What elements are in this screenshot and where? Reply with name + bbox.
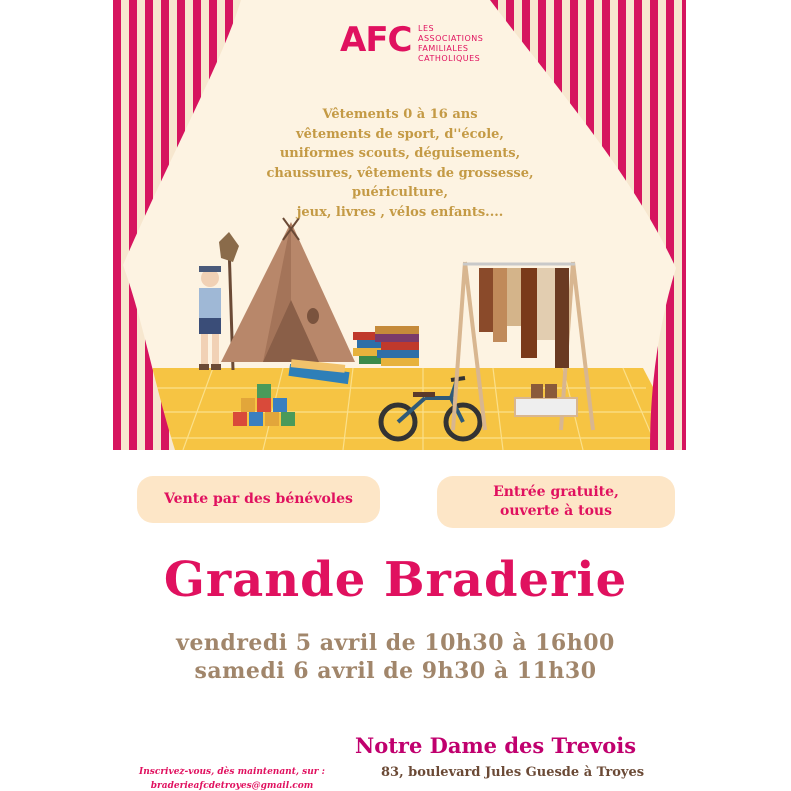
curtain-left bbox=[113, 0, 243, 450]
free-entry-line2: ouverte à tous bbox=[500, 503, 612, 519]
afc-logo bbox=[340, 20, 500, 63]
items-line: chaussures, vêtements de grossesse, bbox=[266, 165, 534, 181]
signup-info bbox=[127, 765, 337, 791]
items-line: puériculture, bbox=[351, 185, 448, 200]
venue-name: Notre Dame des Trevois bbox=[355, 733, 637, 758]
signup-email[interactable]: braderieafcdetroyes@gmail.com bbox=[150, 781, 314, 791]
event-title: Grande Braderie bbox=[163, 552, 628, 608]
volunteers-label: Vente par des bénévoles bbox=[164, 491, 353, 507]
items-line: vêtements de sport, d''école, bbox=[296, 126, 504, 142]
items-line: jeux, livres , vélos enfants.... bbox=[296, 204, 504, 220]
venue-address: 83, boulevard Jules Guesde à Troyes bbox=[381, 765, 645, 780]
date-friday: vendredi 5 avril de 10h30 à 16h00 bbox=[176, 630, 615, 656]
items-list bbox=[255, 105, 545, 222]
items-line: uniformes scouts, déguisements, bbox=[279, 146, 521, 161]
afc-logo-text: LES ASSOCIATIONS FAMILIALES CATHOLIQUES bbox=[418, 24, 484, 63]
volunteers-badge bbox=[137, 476, 380, 523]
afc-logo-mark: AFC bbox=[340, 20, 412, 60]
items-line: Vêtements 0 à 16 ans bbox=[322, 107, 478, 122]
curtain-right bbox=[490, 0, 686, 450]
signup-line: Inscrivez-vous, dès maintenant, sur : bbox=[139, 767, 325, 777]
free-entry-badge bbox=[437, 476, 675, 528]
date-saturday: samedi 6 avril de 9h30 à 11h30 bbox=[194, 658, 597, 684]
free-entry-line1: Entrée gratuite, bbox=[493, 484, 619, 500]
